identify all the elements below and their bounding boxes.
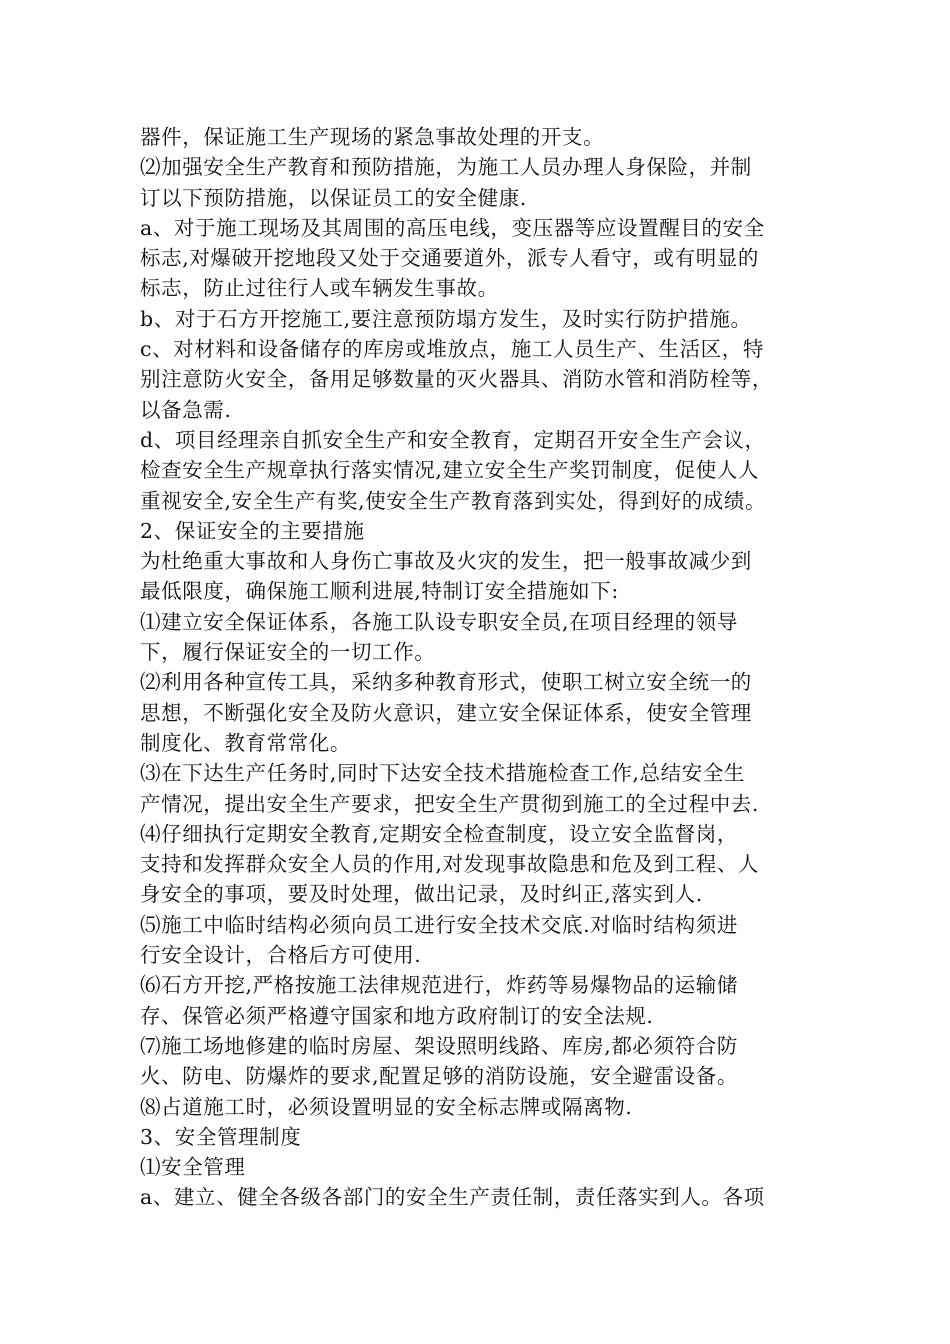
text-line: 标志，防止过往行人或车辆发生事故。 <box>140 276 499 301</box>
text-line: ⑵利用各种宣传工具，采纳多种教育形式，使职工树立安全统一的 <box>140 670 752 695</box>
text-line: 火、防电、防爆炸的要求,配置足够的消防设施，安全避雷设备。 <box>140 1064 738 1089</box>
text-line: 支持和发挥群众安全人员的作用,对发现事故隐患和危及到工程、人 <box>140 852 760 877</box>
subsection-heading: ⑴安全管理 <box>140 1155 246 1180</box>
text-line: 存、保管必须严格遵守国家和地方政府制订的安全法规. <box>140 1003 654 1028</box>
text-line: 别注意防火安全，备用足够数量的灭火器具、消防水管和消防栓等， <box>140 367 773 392</box>
document-page <box>140 122 820 1213</box>
text-line: 检查安全生产规章执行落实情况,建立安全生产奖罚制度，促使人人 <box>140 458 760 483</box>
text-line: ⑻占道施工时，必须设置明显的安全标志牌或隔离物. <box>140 1094 633 1119</box>
text-line: ⑴建立安全保证体系，各施工队设专职安全员,在项目经理的领导 <box>140 609 738 634</box>
text-line: 身安全的事项，要及时处理，做出记录，及时纠正,落实到人. <box>140 882 703 907</box>
section-heading: 2、保证安全的主要措施 <box>140 518 365 543</box>
text-line: 下，履行保证安全的一切工作。 <box>140 640 436 665</box>
section-heading: 3、安全管理制度 <box>140 1124 302 1149</box>
text-line: 标志,对爆破开挖地段又处于交通要道外，派专人看守，或有明显的 <box>140 246 760 271</box>
text-line: 以备急需. <box>140 397 232 422</box>
text-line: ⑶在下达生产任务时,同时下达安全技术措施检查工作,总结安全生 <box>140 761 746 786</box>
text-line: 产情况，提出安全生产要求，把安全生产贯彻到施工的全过程中去. <box>140 791 760 816</box>
text-line: 思想，不断强化安全及防火意识，建立安全保证体系，使安全管理 <box>140 700 752 725</box>
text-line: ⑷仔细执行定期安全教育,定期安全检查制度，设立安全监督岗， <box>140 821 738 846</box>
text-line: 订以下预防措施，以保证员工的安全健康. <box>140 185 527 210</box>
text-line: ⑵加强安全生产教育和预防措施，为施工人员办理人身保险，并制 <box>140 155 752 180</box>
text-line: 最低限度，确保施工顺利进展,特制订安全措施如下: <box>140 579 619 604</box>
text-line: 器件，保证施工生产现场的紧急事故处理的开支。 <box>140 125 605 149</box>
text-line: ⑺施工场地修建的临时房屋、架设照明线路、库房,都必须符合防 <box>140 1033 738 1058</box>
text-line: b、对于石方开挖施工,要注意预防塌方发生，及时实行防护措施。 <box>140 306 752 331</box>
text-line: d、项目经理亲自抓安全生产和安全教育，定期召开安全生产会议， <box>140 427 766 452</box>
text-line: 制度化、教育常常化。 <box>140 730 351 755</box>
text-line: ⑹石方开挖,严格按施工法律规范进行，炸药等易爆物品的运输储 <box>140 973 738 998</box>
text-line: a、对于施工现场及其周围的高压电线，变压器等应设置醒目的安全 <box>140 215 765 240</box>
text-line: 重视安全,安全生产有奖,使安全生产教育落到实处，得到好的成绩。 <box>140 488 767 513</box>
text-line: a、建立、健全各级各部门的安全生产责任制，责任落实到人。各项 <box>140 1185 765 1210</box>
text-line: ⑸施工中临时结构必须向员工进行安全技术交底.对临时结构须进 <box>140 912 738 937</box>
text-line: 为杜绝重大事故和人身伤亡事故及火灾的发生，把一般事故减少到 <box>140 549 752 574</box>
text-line: c、对材料和设备储存的库房或堆放点，施工人员生产、生活区，特 <box>140 337 764 362</box>
text-line: 行安全设计，合格后方可使用. <box>140 943 422 968</box>
